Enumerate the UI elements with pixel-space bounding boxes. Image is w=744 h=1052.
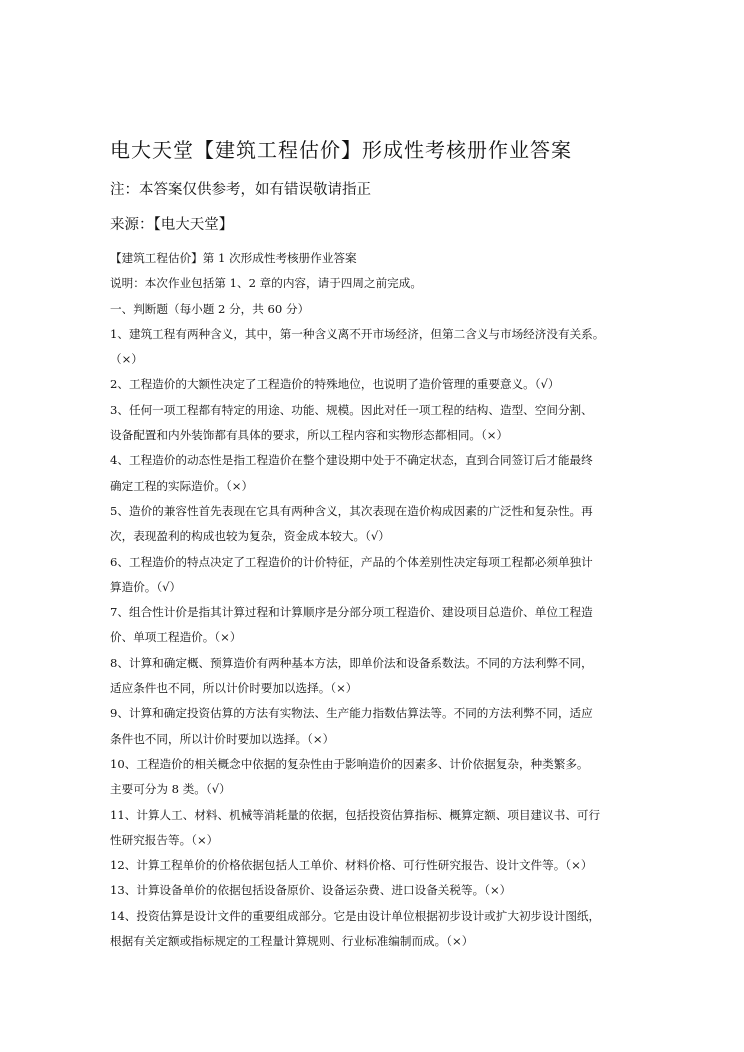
document-title: 电大天堂【建筑工程估价】形成性考核册作业答案 — [110, 138, 572, 162]
question-line: 算造价。（√） — [110, 579, 182, 594]
question-line: 确定工程的实际造价。（×） — [110, 478, 254, 493]
question-line: 次，表现盈利的构成也较为复杂，资金成本较大。（√） — [110, 529, 390, 544]
question-line: 7、组合性计价是指其计算过程和计算顺序是分部分项工程造价、建设项目总造价、单位工程造 — [110, 605, 593, 620]
question-line: 设备配置和内外装饰都有具体的要求，所以工程内容和实物形态都相同。（×） — [110, 428, 509, 443]
question-line: （×） — [110, 352, 143, 367]
question-line: 主要可分为 8 类。（√） — [110, 782, 231, 797]
question-line: 14、投资估算是设计文件的重要组成部分。它是由设计单位根据初步设计或扩大初步设计图纸， — [110, 908, 601, 923]
question-line: 价、单项工程造价。（×） — [110, 630, 242, 645]
question-line: 适应条件也不同，所以计价时要加以选择。（×） — [110, 681, 358, 696]
question-line: 6、工程造价的特点决定了工程造价的计价特征，产品的个体差别性决定每项工程都必须单独计 — [110, 554, 593, 569]
question-line: 11、计算人工、材料、机械等消耗量的依据，包括投资估算指标、概算定额、项目建议书、可行 — [110, 807, 601, 822]
question-line: 2、工程造价的大额性决定了工程造价的特殊地位，也说明了造价管理的重要意义。（√） — [110, 377, 560, 392]
question-line: 13、计算设备单价的依据包括设备原价、设备运杂费、进口设备关税等。（×） — [110, 883, 512, 898]
instruction-text: 说明：本次作业包括第 1、2 章的内容，请于四周之前完成。 — [110, 276, 422, 291]
document-body — [110, 246, 640, 954]
source-line: 来源：【电大天堂】 — [110, 217, 234, 233]
question-line: 条件也不同，所以计价时要加以选择。（×） — [110, 731, 335, 746]
question-line: 5、造价的兼容性首先表现在它具有两种含义，其次表现在造价构成因素的广泛性和复杂性。再 — [110, 503, 593, 518]
section-heading: 【建筑工程估价】第 1 次形成性考核册作业答案 — [110, 251, 357, 265]
question-line: 8、计算和确定概、预算造价有两种基本方法，即单价法和设备系数法。不同的方法利弊不同， — [110, 655, 593, 670]
question-line: 4、工程造价的动态性是指工程造价在整个建设期中处于不确定状态，直到合同签订后才能最终 — [110, 453, 593, 468]
question-group-heading: 一、判断题（每小题 2 分，共 60 分） — [110, 301, 310, 316]
question-line: 9、计算和确定投资估算的方法有实物法、生产能力指数估算法等。不同的方法利弊不同，适应 — [110, 706, 593, 721]
question-line: 3、任何一项工程都有特定的用途、功能、规模。因此对任一项工程的结构、造型、空间分割、 — [110, 402, 593, 417]
question-line: 12、计算工程单价的价格依据包括人工单价、材料价格、可行性研究报告、设计文件等。（×） — [110, 858, 593, 873]
question-line: 根据有关定额或指标规定的工程量计算规则、行业标准编制而成。（×） — [110, 934, 474, 949]
question-line: 10、工程造价的相关概念中依据的复杂性由于影响造价的因素多、计价依据复杂，种类繁多。 — [110, 756, 589, 771]
disclaimer-note: 注：本答案仅供参考，如有错误敬请指正 — [110, 182, 371, 198]
question-line: 1、建筑工程有两种含义，其中，第一种含义离不开市场经济，但第二含义与市场经济没有关系。 — [110, 326, 605, 341]
question-line: 性研究报告等。（×） — [110, 832, 219, 847]
